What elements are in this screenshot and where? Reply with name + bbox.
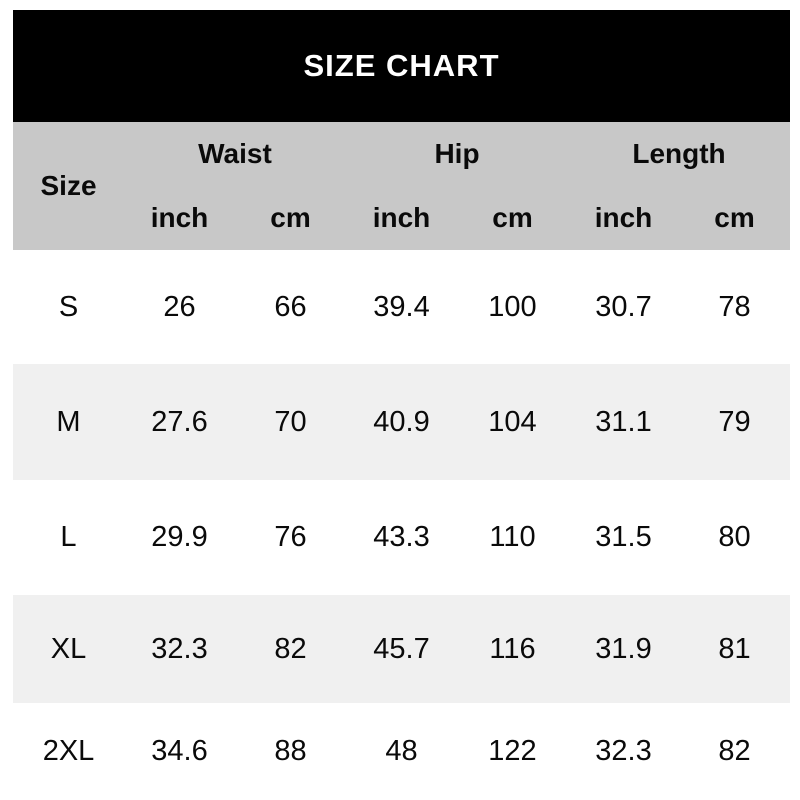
unit-header-hip-cm: cm	[492, 202, 533, 233]
table-row-s	[13, 250, 790, 364]
value-cell-length-inch: 30.7	[595, 290, 652, 323]
value-cell-hip-cm: 116	[489, 632, 536, 665]
value-cell-length-cm: 82	[718, 735, 751, 767]
size-cell: M	[56, 405, 81, 438]
value-cell-length-inch: 31.1	[595, 405, 652, 438]
value-cell-waist-inch: 34.6	[151, 735, 208, 767]
column-header-size: Size	[40, 170, 97, 201]
value-cell-length-cm: 79	[718, 405, 751, 438]
value-cell-length-cm: 80	[718, 521, 751, 553]
table-row-2xl	[13, 703, 790, 800]
value-cell-hip-cm: 110	[489, 521, 536, 553]
value-cell-length-inch: 31.5	[595, 521, 652, 553]
size-cell: XL	[50, 632, 87, 665]
size-cell: S	[58, 290, 79, 323]
value-cell-waist-inch: 29.9	[151, 521, 208, 553]
value-cell-hip-inch: 40.9	[373, 405, 430, 438]
value-cell-hip-cm: 122	[488, 735, 537, 767]
title-bar	[13, 10, 790, 122]
value-cell-waist-cm: 66	[274, 290, 307, 323]
column-group-length: Length	[632, 138, 726, 169]
page-title: SIZE CHART	[303, 48, 500, 83]
value-cell-length-inch: 32.3	[595, 735, 652, 767]
size-cell: L	[60, 521, 77, 553]
column-group-hip: Hip	[434, 138, 480, 169]
value-cell-waist-cm: 70	[274, 405, 307, 438]
value-cell-hip-cm: 100	[488, 290, 537, 323]
size-chart-table	[13, 10, 790, 800]
value-cell-waist-cm: 82	[274, 632, 307, 665]
unit-header-waist-inch: inch	[150, 202, 209, 233]
unit-header-length-cm: cm	[714, 202, 755, 233]
column-group-waist: Waist	[198, 138, 272, 169]
unit-header-length-inch: inch	[594, 202, 653, 233]
value-cell-waist-cm: 88	[274, 735, 307, 767]
value-cell-waist-inch: 26	[163, 290, 196, 323]
value-cell-hip-inch: 43.3	[373, 521, 430, 553]
size-cell: 2XL	[42, 735, 95, 767]
value-cell-hip-cm: 104	[488, 405, 537, 438]
table-row-m	[13, 364, 790, 480]
value-cell-length-cm: 78	[718, 290, 751, 323]
table-row-xl	[13, 595, 790, 703]
value-cell-waist-cm: 76	[274, 521, 307, 553]
unit-header-hip-inch: inch	[372, 202, 431, 233]
value-cell-hip-inch: 45.7	[373, 632, 430, 665]
value-cell-waist-inch: 32.3	[151, 632, 208, 665]
value-cell-hip-inch: 48	[385, 735, 418, 767]
value-cell-waist-inch: 27.6	[151, 405, 208, 438]
value-cell-hip-inch: 39.4	[373, 290, 430, 323]
table-row-l	[13, 480, 790, 595]
value-cell-length-inch: 31.9	[595, 632, 652, 665]
value-cell-length-cm: 81	[718, 632, 751, 665]
unit-header-waist-cm: cm	[270, 202, 311, 233]
table-header	[13, 122, 790, 250]
